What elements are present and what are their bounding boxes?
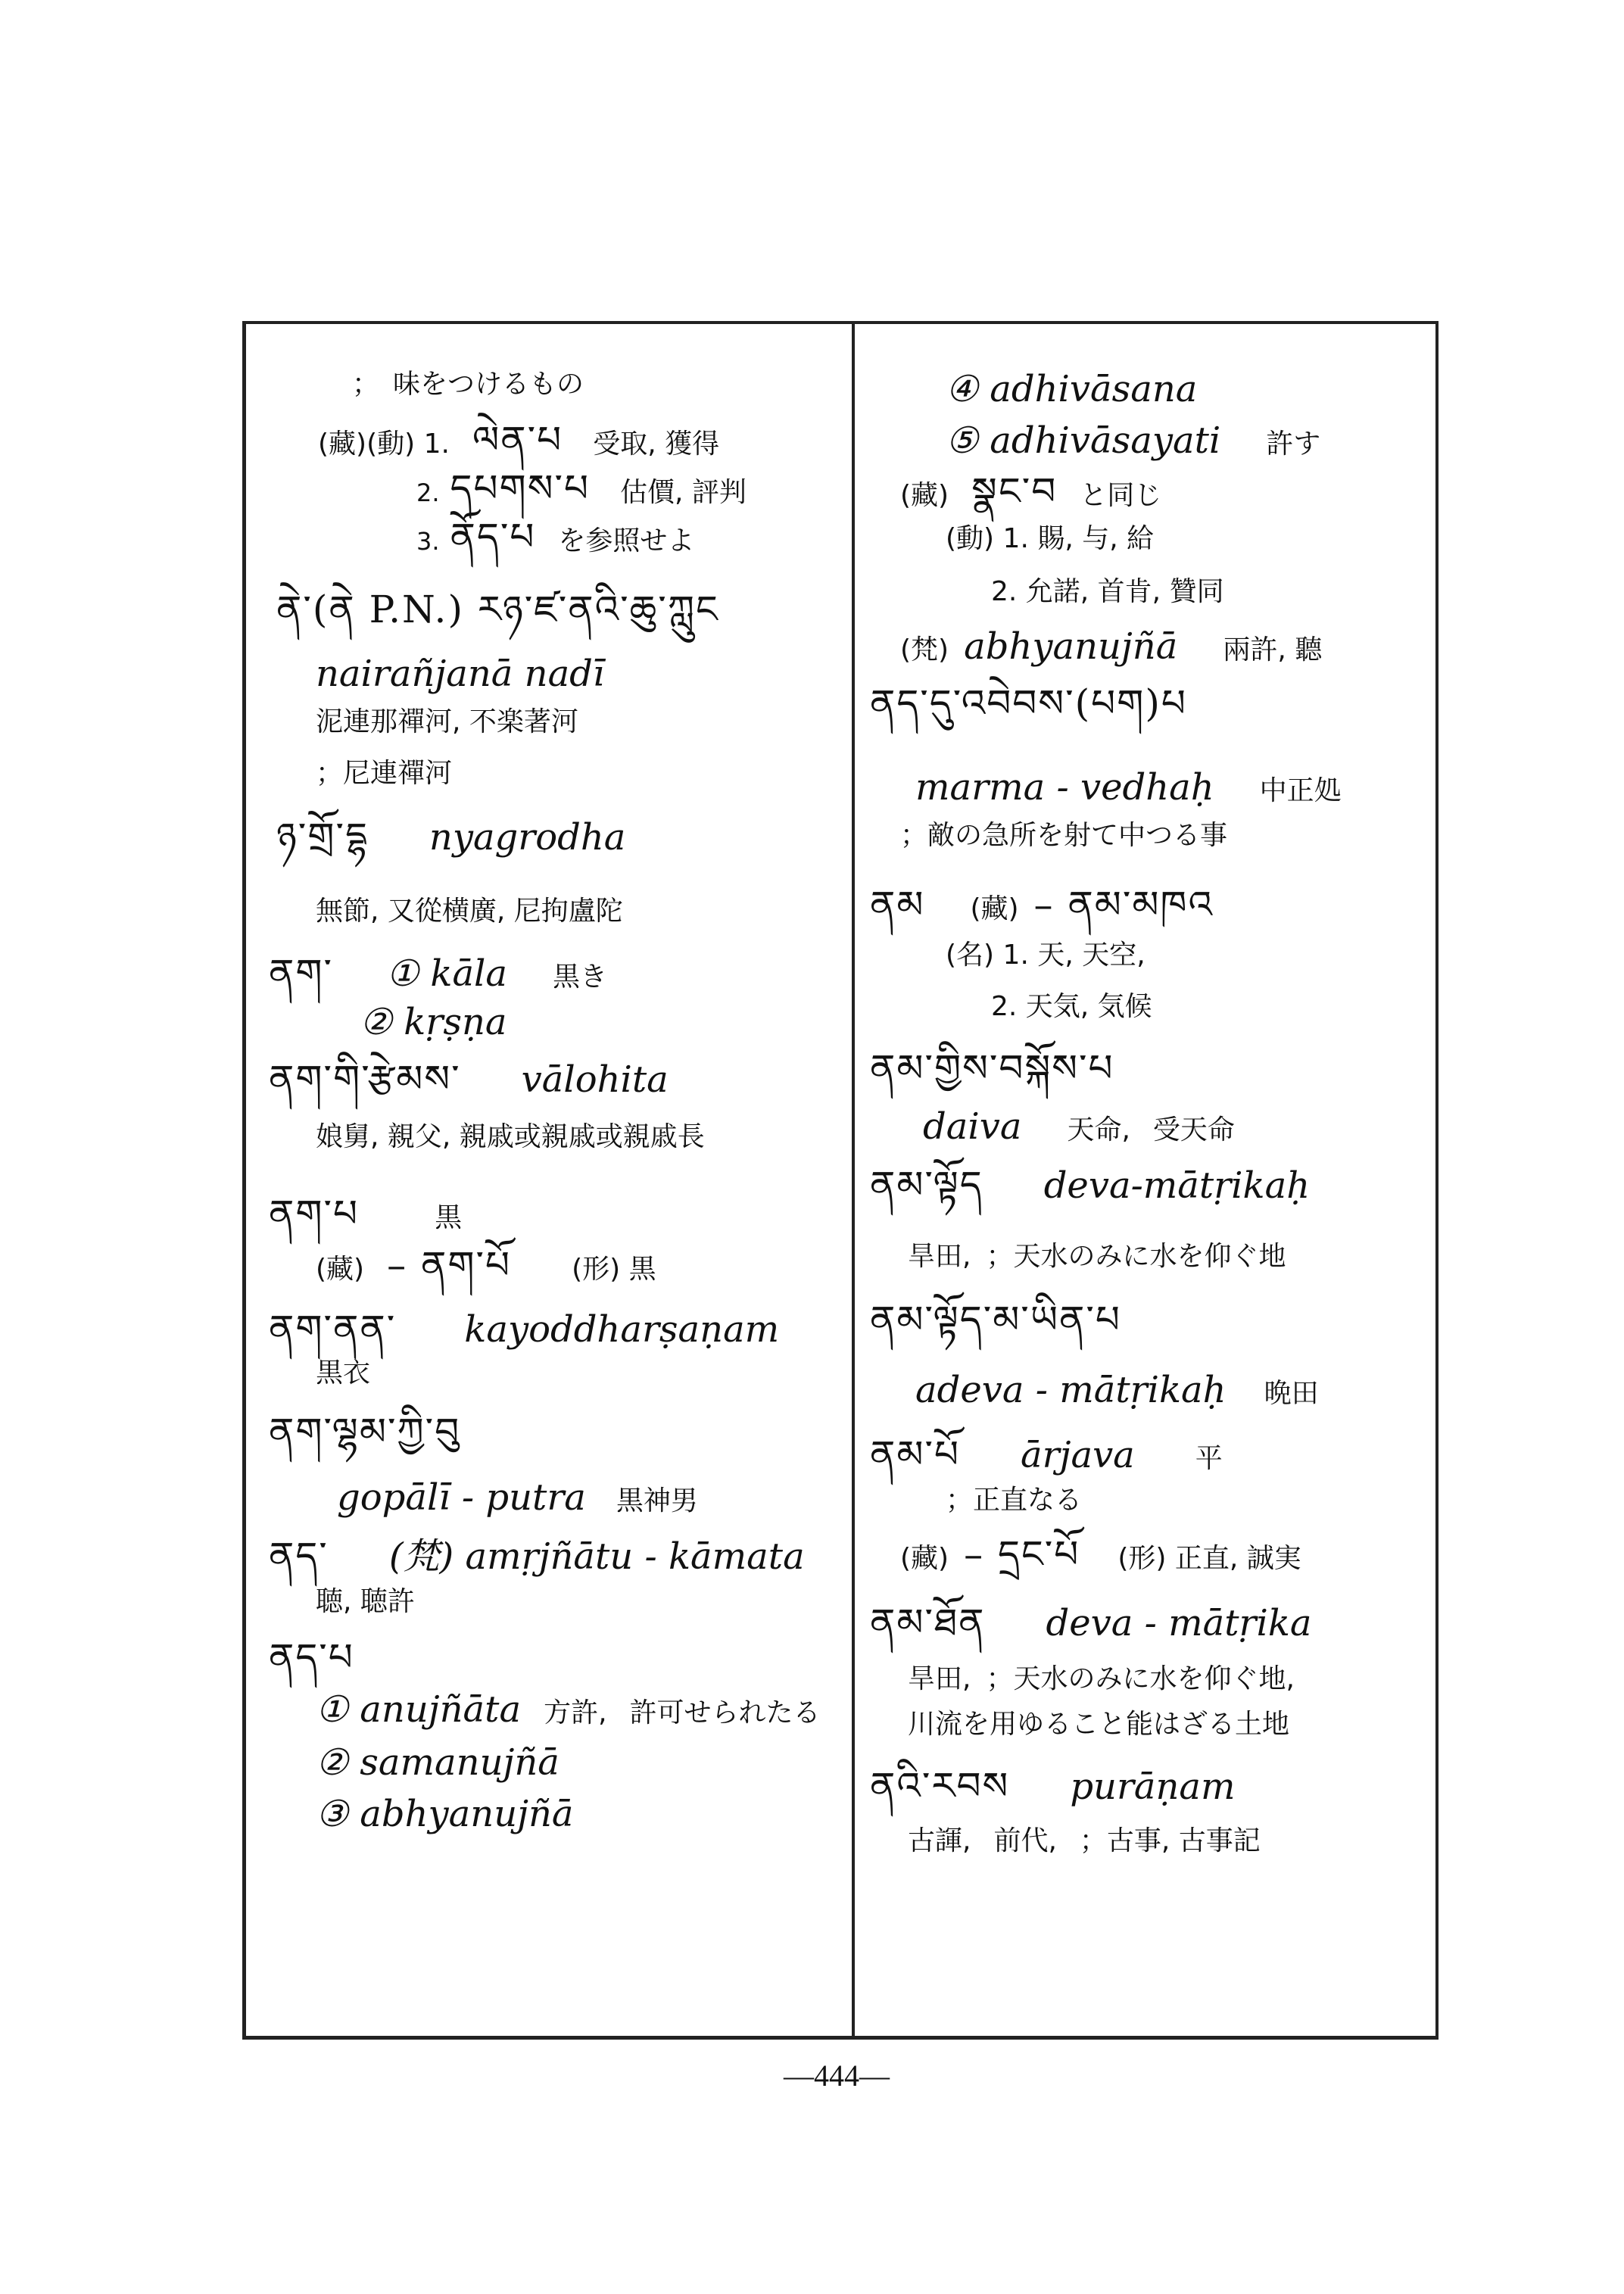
sanskrit-term: abhyanujñā — [964, 625, 1178, 668]
term-row — [946, 419, 1321, 462]
headword-row — [269, 1057, 669, 1101]
synonym-row — [316, 1243, 656, 1287]
tibetan-term: དཔགས་པ — [450, 466, 591, 510]
headword-row — [870, 1764, 1236, 1808]
headword: ནམ་གྱིས་བསྐོས་པ — [870, 1046, 1114, 1090]
japanese-gloss: 黒衣 — [316, 1357, 371, 1389]
term-row — [900, 625, 1323, 668]
tibetan-term: ནོད་པ — [450, 515, 536, 559]
japanese-gloss: 無節, 又從横廣, 尼拘盧陀 — [316, 896, 623, 927]
headword: ནམ་ལྟོད — [870, 1163, 983, 1207]
sense-marker: 2. — [416, 478, 440, 507]
tibetan-term: – ནག་པོ — [387, 1243, 512, 1287]
headword: ནག་ — [269, 951, 334, 995]
headword-row — [269, 1307, 780, 1351]
japanese-gloss: 2. 允諾, 首肯, 贊同 — [991, 576, 1224, 607]
entry-sense-3 — [416, 515, 695, 559]
tibetan-term: ལེན་པ — [472, 418, 563, 462]
headword: ནམ་ཐོན — [870, 1601, 986, 1644]
term-row — [337, 1476, 698, 1519]
headword: ནག་ནན་ — [269, 1307, 397, 1351]
japanese-gloss: 天命, — [1067, 1114, 1130, 1145]
gloss-row — [908, 1243, 1286, 1270]
sanskrit-term: gopālī - putra — [337, 1476, 586, 1519]
source-marker: (藏) — [970, 893, 1019, 924]
japanese-gloss: ；尼連禪河 — [316, 758, 453, 789]
headword: ནམ — [870, 883, 925, 927]
japanese-gloss: 旱田, — [908, 1663, 971, 1694]
headword: ནའི་རབས — [870, 1764, 1010, 1808]
japanese-gloss: ；天水のみに水を仰ぐ地, — [986, 1663, 1295, 1694]
sanskrit-term: vālohita — [521, 1058, 669, 1101]
japanese-gloss: 受天命 — [1152, 1114, 1235, 1145]
japanese-gloss: (形) 正直, 誠実 — [1117, 1543, 1301, 1574]
tibetan-term: – ནམ་མཁའ — [1033, 883, 1214, 927]
headword: ནེ་(ནེ P.N.) རཉ་ཛ་ནའི་ཆུ་ཀླུང — [276, 588, 719, 631]
sanskrit-term: ① kāla — [386, 952, 508, 995]
page-number: —444— — [784, 2059, 890, 2093]
headword: ནག་པ — [269, 1192, 360, 1236]
term-row — [316, 1688, 821, 1731]
headword-row — [269, 1534, 805, 1578]
sanskrit-term: deva - mātṛika — [1046, 1602, 1312, 1644]
japanese-gloss: 許す — [1266, 429, 1321, 460]
headword: ནད་ — [269, 1534, 329, 1578]
headword-row — [870, 1163, 1311, 1207]
japanese-gloss: 估價, 評判 — [620, 477, 747, 508]
japanese-gloss: 旱田, — [908, 1241, 971, 1272]
japanese-gloss: 黒 — [435, 1202, 463, 1233]
japanese-gloss: 泥連那禪河, 不楽著河 — [316, 706, 578, 737]
headword-row — [870, 1601, 1312, 1644]
sanskrit-term: marma - vedhaḥ — [915, 766, 1214, 809]
sanskrit-term: ① anujñāta — [316, 1688, 522, 1731]
japanese-gloss: ；古事, 古事記 — [1079, 1825, 1261, 1856]
japanese-gloss: 娘舅, 親父, 親戚或親戚或親戚長 — [316, 1121, 705, 1152]
entry-sense-1 — [318, 418, 720, 462]
japanese-gloss: 古諢, — [908, 1825, 971, 1856]
japanese-gloss: 中正処 — [1259, 775, 1342, 806]
sanskrit-term: adeva - mātṛikaḥ — [915, 1369, 1227, 1411]
japanese-gloss: 前代, — [993, 1825, 1057, 1856]
entry-sense-2 — [416, 466, 747, 510]
sanskrit-term: deva-mātṛikaḥ — [1043, 1164, 1311, 1207]
source-marker: (藏) — [900, 1543, 949, 1574]
headword: ནད་དུ་འབེབས་(པག)པ — [870, 681, 1187, 725]
headword: ནག་ལྷམ་ཀྱི་བུ — [269, 1410, 461, 1454]
japanese-gloss: 2. 天気, 気候 — [991, 991, 1152, 1022]
headword: ནག་གི་རྩེམས་ — [269, 1057, 461, 1101]
sanskrit-term: (梵) amṛjñātu - kāmata — [388, 1535, 805, 1578]
japanese-gloss: 受取, 獲得 — [593, 429, 720, 460]
headword: ཉ་གྲོ་དྷ — [276, 815, 369, 859]
japanese-gloss: 兩許, 聽 — [1223, 634, 1323, 665]
term-row — [915, 1369, 1319, 1411]
sanskrit-term: purāṇam — [1070, 1766, 1236, 1808]
note-text: ； 味をつけるもの — [352, 369, 584, 400]
sanskrit-term: ③ abhyanujñā — [316, 1793, 574, 1835]
entry-note — [352, 371, 584, 398]
sense-marker: 3. — [416, 527, 440, 556]
source-marker: (梵) — [900, 634, 949, 665]
sanskrit-term: ② samanujñā — [316, 1741, 560, 1784]
japanese-gloss: と同じ — [1080, 480, 1162, 511]
japanese-gloss: 方許, — [544, 1697, 607, 1728]
japanese-gloss: (名) 1. 天, 天空, — [946, 940, 1146, 971]
gloss-row — [908, 1825, 1261, 1856]
term-row — [923, 1105, 1235, 1148]
japanese-gloss: ；敵の急所を射て中つる事 — [900, 820, 1228, 851]
japanese-gloss: 黒神男 — [616, 1485, 698, 1516]
source-marker: (藏) — [900, 480, 949, 511]
japanese-gloss: (動) 1. 賜, 与, 給 — [946, 523, 1155, 554]
headword-row — [870, 1432, 1223, 1476]
headword-row — [269, 1192, 463, 1236]
term-row — [915, 766, 1342, 809]
sanskrit-term: nyagrodha — [429, 816, 626, 859]
japanese-gloss: 黒き — [553, 962, 608, 993]
japanese-gloss: を参照せよ — [558, 525, 695, 556]
headword: ནམ་པོ — [870, 1432, 960, 1476]
sanskrit-term: daiva — [923, 1105, 1022, 1148]
source-marker: (藏) — [316, 1254, 365, 1285]
japanese-gloss: 聴, 聴許 — [316, 1586, 415, 1617]
synonym-row — [900, 469, 1162, 513]
japanese-gloss: ；天水のみに水を仰ぐ地 — [986, 1241, 1286, 1272]
synonym-row — [900, 1532, 1301, 1576]
japanese-gloss: (形) 黒 — [572, 1254, 656, 1285]
headword-row — [269, 951, 608, 995]
sanskrit-term: kayoddharṣaṇam — [464, 1308, 780, 1351]
headword-row — [276, 815, 626, 859]
sanskrit-term: ④ adhivāsana — [946, 368, 1198, 410]
sanskrit-term: nairañjanā nadī — [316, 653, 605, 695]
sense-marker: (藏)(動) 1. — [318, 429, 450, 460]
japanese-gloss: 川流を用ゆること能はざる土地 — [908, 1709, 1290, 1740]
japanese-gloss: 許可せられたる — [629, 1697, 821, 1728]
right-column — [855, 321, 1436, 2040]
headword-row — [870, 883, 1214, 927]
tibetan-term: – དྲང་པོ — [964, 1532, 1080, 1576]
tibetan-term: སྣང་བ — [971, 469, 1058, 513]
left-column — [246, 321, 852, 2040]
japanese-gloss: 晩田 — [1264, 1378, 1319, 1409]
japanese-gloss: ；正直なる — [946, 1485, 1083, 1516]
gloss-row — [908, 1663, 1295, 1694]
sanskrit-term: ārjava — [1021, 1434, 1135, 1476]
sanskrit-term: ⑤ adhivāsayati — [946, 419, 1221, 462]
headword: ནམ་ལྟོད་མ་ཡིན་པ — [870, 1298, 1121, 1342]
japanese-gloss: 平 — [1195, 1443, 1223, 1474]
sanskrit-term: ② kṛṣṇa — [360, 1001, 507, 1043]
headword: ནད་པ — [269, 1635, 354, 1679]
